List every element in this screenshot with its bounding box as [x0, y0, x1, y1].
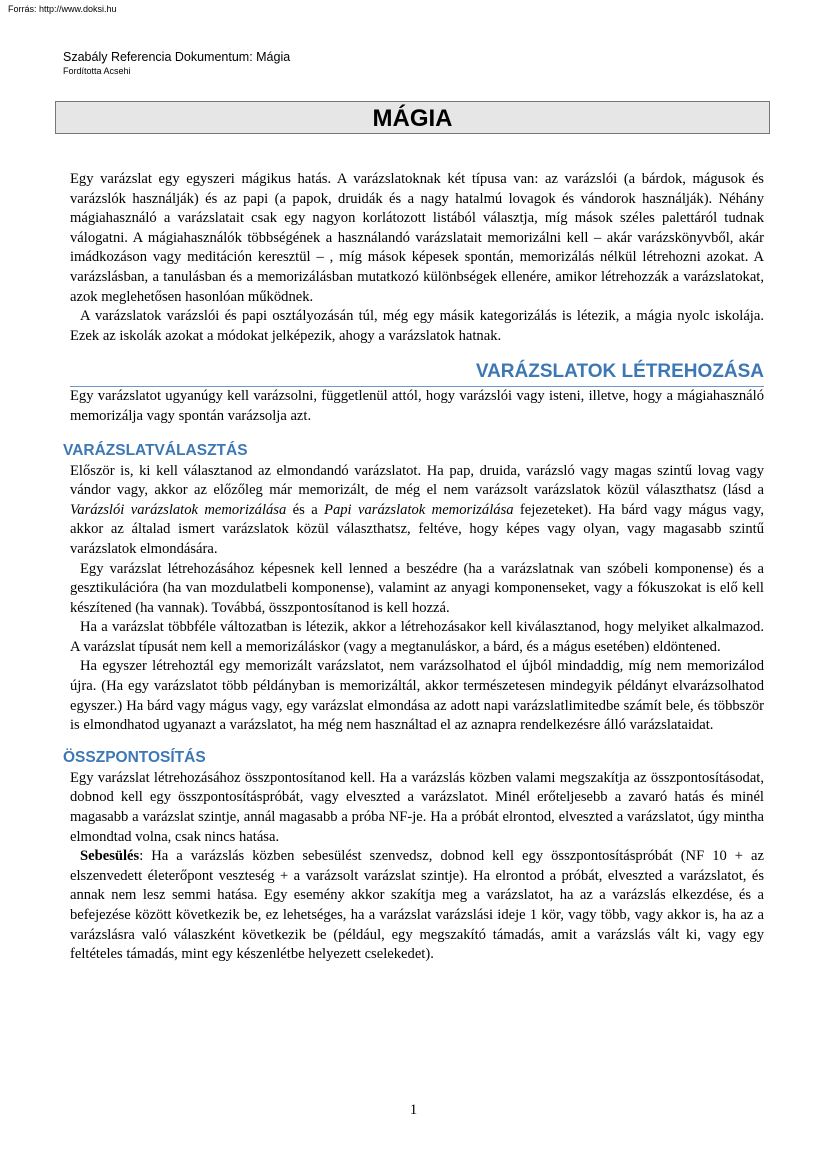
selection-paragraph-4: Ha egyszer létrehoztál egy memorizált varázslatot, nem varázsolhatod el újból mindaddig, míg nem memorizálod újra. (Ha egy varázslatot több példányban is memorizáltál, akkor természetesen mindegyik példányt elvarázsolhatod egyszer.) Ha bárd vagy mágus vagy, egy varázslat elmondása az adott napi varázslatlimitedbe számít bele, és többször is elmondhatod ugyanazt a varázslatot, ha még nem használtad el az aznapra rendelkezésre álló varázslataidat. [70, 658, 764, 734]
section-heading-spell-selection: VARÁZSLATVÁLASZTÁS [63, 441, 248, 459]
concentration-paragraph-2 [70, 847, 764, 965]
casting-paragraph: Egy varázslatot ugyanúgy kell varázsolni, függetlenül attól, hogy varázslói vagy isteni, illetve, hogy a mágiahasználó memorizálja vagy spontán varázsolja azt. [70, 388, 764, 424]
selection-text-c: fejezeteket). Ha bárd vagy mágus vagy, akkor az általad ismert varázslatok közül választhatsz, feltéve, hogy képes vagy olyan, vagy magasabb szintű varázslatok elmondására. [70, 501, 764, 557]
selection-text-a: Először is, ki kell választanod az elmondandó varázslatot. Ha pap, druida, varázsló vagy magas szintű lovag vagy vándor vagy, akkor az előzőleg már memorizált, de még el nem varázsolt varázslatok közül választhatsz (lásd a [70, 462, 764, 499]
section-heading-concentration: ÖSSZPONTOSÍTÁS [63, 748, 206, 766]
selection-paragraph-1 [70, 462, 764, 560]
intro-paragraph-1: Egy varázslat egy egyszeri mágikus hatás. A varázslatoknak két típusa van: az varázslói (a bárdok, mágusok és varázslók használják) és az papi (a papok, druidák és a nagy hatalmú lovagok és vándorok használják). Néhány mágiahasználó a varázslatait csak egy nagyon korlátozott listából választja, míg mások széles palettáról tudnak válogatni. A mágiahasználók többségének a használandó varázslatait memorizálni kell – akár varázskönyvből, akár imádkozáson vagy meditáción keresztül – , míg mások képesek spontán, memorizálás nélkül létrehozni azokat. A varázslásban, a tanulásban és a memorizálásban mutatkozó különbségek ellenére, amikor létrehozzák a varázslatokat, azok meglehetősen hasonlóan működnek. [70, 171, 764, 305]
ref-arcane-memorization: Varázslói varázslatok memorizálása [70, 501, 287, 518]
page-number: 1 [409, 1102, 418, 1118]
concentration-paragraph-1: Egy varázslat létrehozásához összpontosítanod kell. Ha a varázslás közben valami megszakítja az összpontosításodat, dobnod kell egy összpontosításpróbát, vagy elveszted a varázslatot. Minél erőteljesebb a zavaró hatás és minél magasabb a varázslat szintje, annál magasabb a próba NF-je. Ha a próbát elrontod, elveszted a varázslatot, úgy mintha elmondtad volna, csak nincs hatása. [70, 769, 764, 845]
selection-paragraph-3: Ha a varázslat többféle változatban is létezik, akkor a létrehozásakor kell kiválasztanod, hogy melyiket alkalmazod. A varázslat típusát nem kell a memorizáláskor (vagy a megtanuláskor, a bárd, és a mágus esetében) eldöntened. [70, 619, 764, 655]
injury-text: : Ha a varázslás közben sebesülést szenvedsz, dobnod kell egy összpontosításpróbát (NF 10 + az elszenvedett életerőpont veszteség + a varázsolt varázslat szintje). Ha elrontod a próbát, elveszted a varázslatot, és annak nem lesz semmi hatása. Egy esemény akkor szakítja meg a varázslatot, ha az a varázslás elkezdése, és a befejezése között következik be, ez lehetséges, ha a varázslat varázslási ideje 1 kör, vagy több, vagy akkor is, ha az a varázslásra való válaszként következik be (például, egy megszakító támadás, amit a varázslás vált ki, vagy egy feltételes támadás, mint egy készenlétbe helyezett cselekedet). [70, 848, 764, 963]
document-header-title: Szabály Referencia Dokumentum: Mágia [63, 50, 291, 64]
injury-label: Sebesülés [80, 848, 140, 865]
selection-paragraph-2: Egy varázslat létrehozásához képesnek kell lenned a beszédre (ha a varázslatnak van szóbeli komponense) és a gesztikulációra (ha van mozdulatbeli komponense), valamint az anyagi komponenseket, vagy a fókuszokat is elő kell készítened (ha vannak). Továbbá, összpontosítanod is kell hozzá. [70, 560, 764, 616]
section-heading-casting: VARÁZSLATOK LÉTREHOZÁSA [70, 359, 764, 387]
intro-paragraph-2: A varázslatok varázslói és papi osztályozásán túl, még egy másik kategorizálás is létezik, a mágia nyolc iskolája. Ezek az iskolák azokat a módokat jelképezik, ahogy a varázslatok hatnak. [70, 308, 764, 344]
ref-divine-memorization: Papi varázslatok memorizálása [324, 501, 514, 518]
page-title: MÁGIA [55, 101, 770, 134]
selection-text-b: és a [286, 501, 325, 518]
document-body [63, 170, 764, 965]
document-header-translator: Fordította Acsehi [63, 66, 131, 76]
source-url: Forrás: http://www.doksi.hu [8, 4, 117, 14]
